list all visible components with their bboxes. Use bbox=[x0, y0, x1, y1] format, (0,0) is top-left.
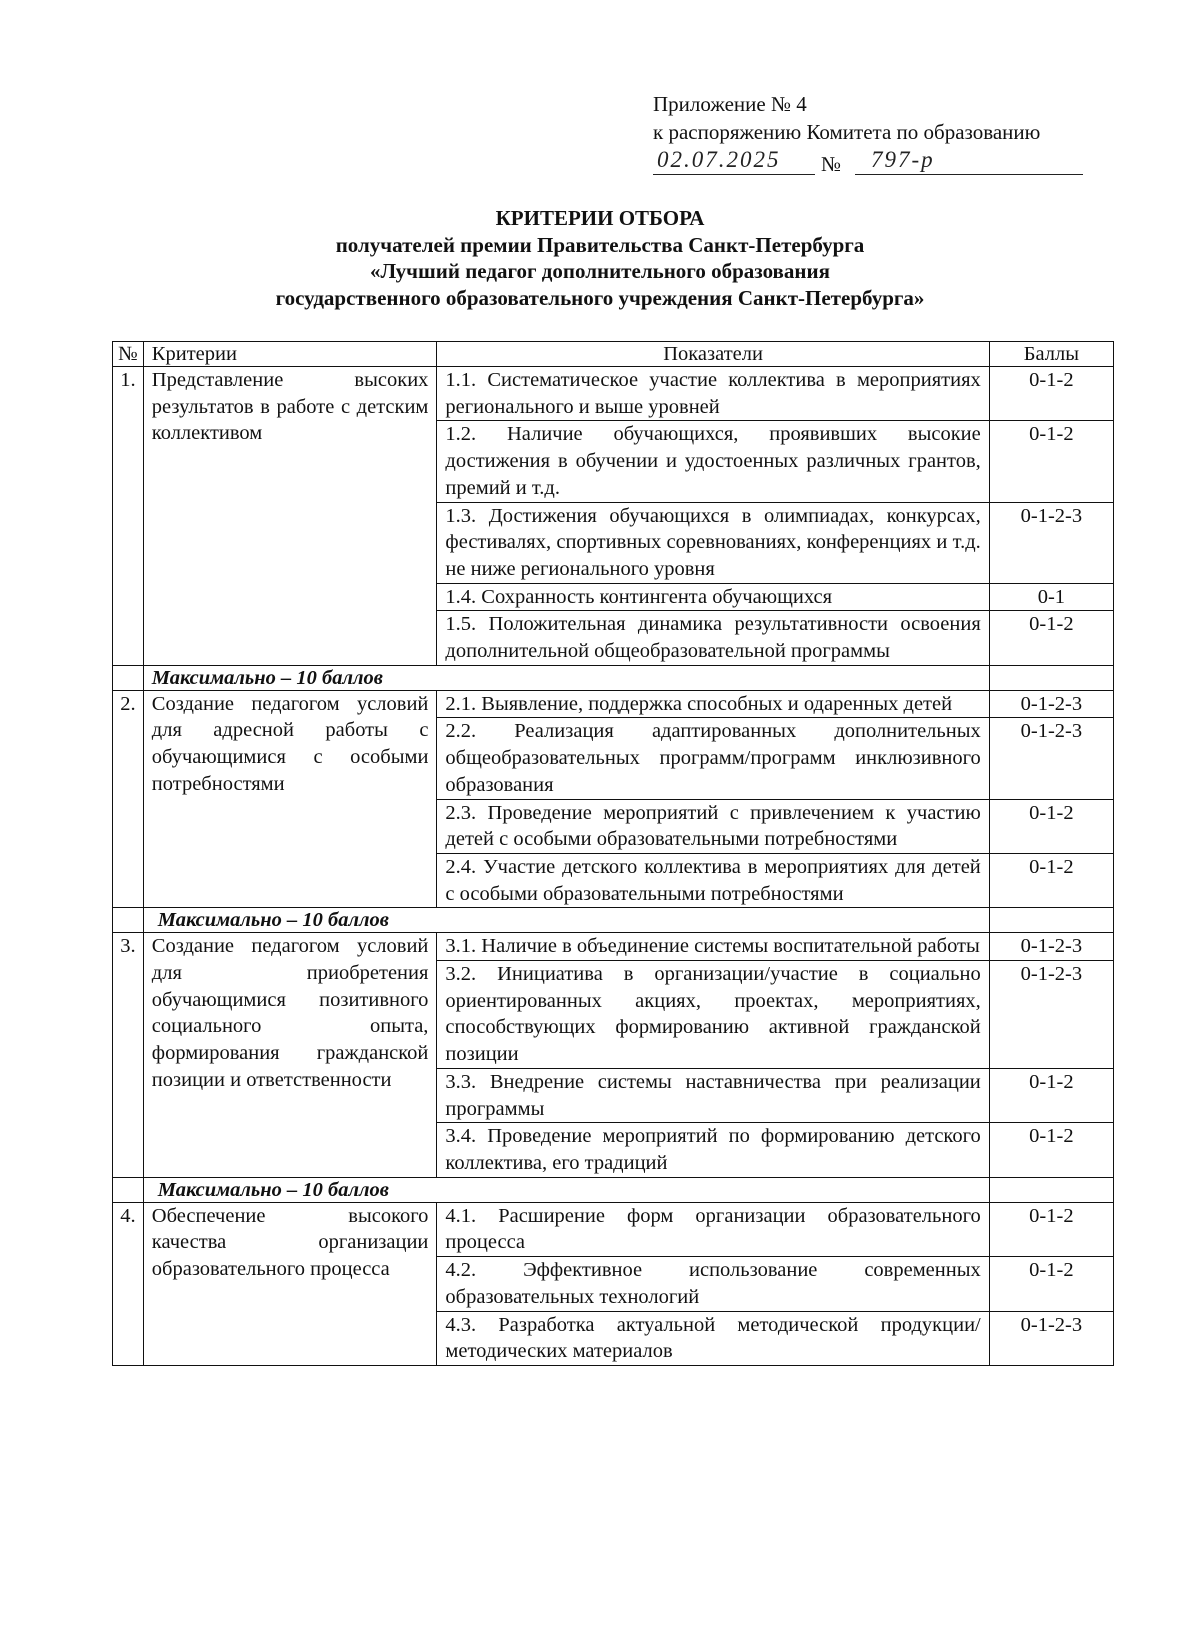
points-value: 0-1-2 bbox=[989, 799, 1113, 853]
section-number: 1. bbox=[113, 367, 144, 666]
table-header-row bbox=[113, 342, 1114, 367]
section-number: 3. bbox=[113, 933, 144, 1177]
header-indicators: Показатели bbox=[437, 342, 989, 367]
points-value: 0-1-2-3 bbox=[989, 718, 1113, 799]
criterion-text: Представление высоких результатов в работе с детским коллективом bbox=[143, 367, 437, 666]
section-number: 4. bbox=[113, 1202, 144, 1365]
indicator-text: 3.3. Внедрение системы наставничества при реализации программы bbox=[437, 1068, 989, 1122]
indicator-text: 2.3. Проведение мероприятий с привлечением к участию детей с особыми образовательными потребностями bbox=[437, 799, 989, 853]
document-title bbox=[0, 205, 1200, 311]
appendix-subtitle: к распоряжению Комитета по образованию bbox=[653, 120, 1041, 144]
order-number: 797-р bbox=[871, 147, 935, 172]
order-date: 02.07.2025 bbox=[657, 147, 781, 172]
date-underline bbox=[653, 174, 815, 175]
points-value: 0-1-2 bbox=[989, 1202, 1113, 1256]
header-points: Баллы bbox=[989, 342, 1113, 367]
points-value: 0-1-2-3 bbox=[989, 690, 1113, 718]
indicator-text: 3.4. Проведение мероприятий по формированию детского коллектива, его традиций bbox=[437, 1123, 989, 1177]
header-criteria: Критерии bbox=[143, 342, 437, 367]
indicator-text: 1.4. Сохранность контингента обучающихся bbox=[437, 583, 989, 611]
indicator-text: 2.1. Выявление, поддержка способных и одаренных детей bbox=[437, 690, 989, 718]
points-value: 0-1-2 bbox=[989, 1123, 1113, 1177]
points-value: 0-1-2 bbox=[989, 1257, 1113, 1311]
max-points-row bbox=[113, 908, 1114, 933]
title-line-1: КРИТЕРИИ ОТБОРА bbox=[495, 206, 705, 230]
criterion-text: Создание педагогом условий для приобретения обучающимися позитивного социального опыта, формирования гражданской позиции и ответственности bbox=[143, 933, 437, 1177]
indicator-text: 4.2. Эффективное использование современных образовательных технологий bbox=[437, 1257, 989, 1311]
appendix-block bbox=[653, 90, 1040, 178]
max-points-row bbox=[113, 665, 1114, 690]
indicator-text: 3.2. Инициатива в организации/участие в социально ориентированных акциях, проектах, мероприятиях, способствующих формированию активной гражданской позиции bbox=[437, 961, 989, 1069]
criterion-text: Создание педагогом условий для адресной работы с обучающимися с особыми потребностями bbox=[143, 690, 437, 908]
section-number: 2. bbox=[113, 690, 144, 908]
indicator-text: 4.3. Разработка актуальной методической продукции/методических материалов bbox=[437, 1311, 989, 1365]
header-no: № bbox=[113, 342, 144, 367]
number-label: № bbox=[821, 152, 842, 176]
title-line-4: государственного образовательного учреждения Санкт-Петербурга» bbox=[275, 285, 925, 310]
max-points-row bbox=[113, 1177, 1114, 1202]
indicator-text: 3.1. Наличие в объединение системы воспитательной работы bbox=[437, 933, 989, 961]
indicator-text: 1.3. Достижения обучающихся в олимпиадах, конкурсах, фестивалях, спортивных соревнованиях, конференциях и т.д. не ниже регионального уровня bbox=[437, 502, 989, 583]
points-value: 0-1 bbox=[989, 583, 1113, 611]
max-points-label: Максимально – 10 баллов bbox=[143, 908, 989, 933]
title-line-3: «Лучший педагог дополнительного образования bbox=[370, 259, 830, 283]
points-value: 0-1-2 bbox=[989, 1068, 1113, 1122]
order-date-number bbox=[653, 146, 1040, 178]
table-row bbox=[113, 933, 1114, 961]
title-line-2: получателей премии Правительства Санкт-Петербурга bbox=[335, 232, 865, 257]
table-row bbox=[113, 1202, 1114, 1256]
indicator-text: 1.1. Систематическое участие коллектива в мероприятиях регионального и выше уровней bbox=[437, 367, 989, 421]
number-underline bbox=[855, 174, 1083, 175]
indicator-text: 2.2. Реализация адаптированных дополнительных общеобразовательных программ/программ инклюзивного образования bbox=[437, 718, 989, 799]
max-points-label: Максимально – 10 баллов bbox=[143, 1177, 989, 1202]
points-value: 0-1-2 bbox=[989, 367, 1113, 421]
table-row bbox=[113, 367, 1114, 421]
indicator-text: 1.2. Наличие обучающихся, проявивших высокие достижения в обучении и удостоенных различных грантов, премий и т.д. bbox=[437, 421, 989, 502]
points-value: 0-1-2 bbox=[989, 853, 1113, 907]
points-value: 0-1-2-3 bbox=[989, 1311, 1113, 1365]
table-row bbox=[113, 690, 1114, 718]
points-value: 0-1-2 bbox=[989, 611, 1113, 665]
criterion-text: Обеспечение высокого качества организации образовательного процесса bbox=[143, 1202, 437, 1365]
points-value: 0-1-2-3 bbox=[989, 502, 1113, 583]
max-points-label: Максимально – 10 баллов bbox=[143, 665, 989, 690]
indicator-text: 1.5. Положительная динамика результативности освоения дополнительной общеобразовательной программы bbox=[437, 611, 989, 665]
indicator-text: 2.4. Участие детского коллектива в мероприятиях для детей с особыми образовательными потребностями bbox=[437, 853, 989, 907]
indicator-text: 4.1. Расширение форм организации образовательного процесса bbox=[437, 1202, 989, 1256]
appendix-title: Приложение № 4 bbox=[653, 92, 807, 116]
points-value: 0-1-2 bbox=[989, 421, 1113, 502]
points-value: 0-1-2-3 bbox=[989, 933, 1113, 961]
points-value: 0-1-2-3 bbox=[989, 961, 1113, 1069]
criteria-table bbox=[112, 341, 1114, 1366]
